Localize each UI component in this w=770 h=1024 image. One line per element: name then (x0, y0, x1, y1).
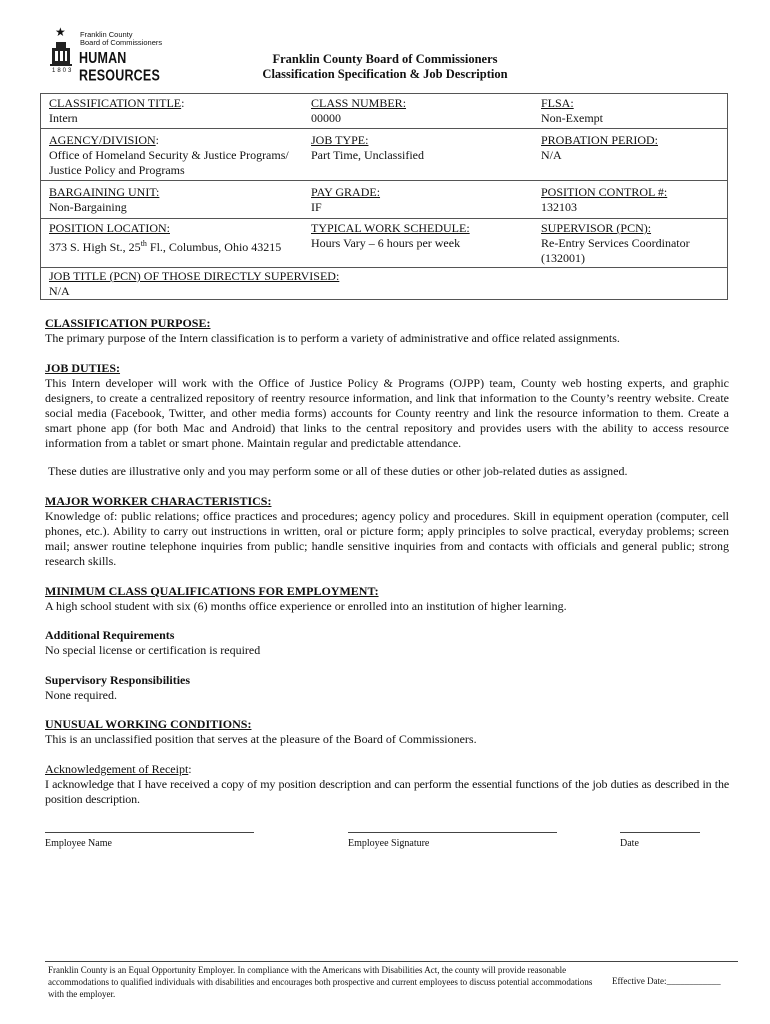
effective-date-label: Effective Date: (612, 976, 667, 986)
additional-requirements-text: No special license or certification is required (45, 643, 261, 657)
worker-characteristics-text: Knowledge of: public relations; office practices and procedures; agency policy and procedures. Skill in equipment operation (computer, cell phones, etc.). Ability to carry out instructions in written, oral or picture form; apply principles to solve practical, everyday problems; screen mail; answer routine telephone inquiries from public; handle sensitive inquiries from and contacts with officials and general public; strong research skills. (45, 509, 729, 568)
logo-line-1: Franklin County (80, 30, 133, 39)
pay-grade-cell (311, 185, 380, 215)
position-control-label: POSITION CONTROL #: (541, 185, 668, 199)
footer-divider (45, 961, 738, 962)
classification-info-grid (40, 93, 728, 300)
classification-title-cell (49, 96, 184, 126)
pay-grade-label: PAY GRADE: (311, 185, 381, 199)
schedule-value: Hours Vary – 6 hours per week (311, 236, 461, 250)
flsa-value: Non-Exempt (541, 111, 603, 125)
acknowledgement-section (45, 762, 729, 807)
bargaining-value: Non-Bargaining (49, 200, 127, 214)
supervisor-label: SUPERVISOR (PCN): (541, 221, 652, 235)
grid-divider (41, 180, 727, 181)
supervised-label: JOB TITLE (PCN) OF THOSE DIRECTLY SUPERVISED: (49, 269, 340, 283)
schedule-label: TYPICAL WORK SCHEDULE: (311, 221, 470, 235)
probation-label: PROBATION PERIOD: (541, 133, 659, 147)
employee-signature-line[interactable] (348, 832, 557, 833)
grid-divider (41, 128, 727, 129)
class-number-cell (311, 96, 406, 126)
logo-year: 1803 (52, 68, 74, 74)
location-sup: th (140, 239, 147, 248)
effective-date-blank[interactable]: ____________ (666, 976, 721, 986)
document-title: Franklin County Board of Commissioners (272, 52, 498, 66)
label-colon: : (188, 762, 192, 776)
location-cell (49, 221, 281, 255)
additional-requirements-section (45, 628, 729, 658)
location-value-a: 373 S. High St., 25 (49, 240, 141, 254)
supervisory-heading: Supervisory Responsibilities (45, 673, 191, 687)
class-number-label: CLASS NUMBER: (311, 96, 407, 110)
logo-human-resources: HUMAN RESOURCES (79, 49, 160, 84)
star-icon: ★ (55, 25, 66, 39)
agency-value-line-2: Justice Policy and Programs (49, 163, 185, 177)
employee-name-line[interactable] (45, 832, 254, 833)
date-line[interactable] (620, 832, 700, 833)
job-type-label: JOB TYPE: (311, 133, 369, 147)
job-duties-section (45, 361, 729, 451)
acknowledgement-heading: Acknowledgement of Receipt (45, 762, 189, 776)
grid-divider (41, 218, 727, 219)
location-label: POSITION LOCATION: (49, 221, 170, 235)
schedule-cell (311, 221, 470, 251)
classification-title-value: Intern (49, 111, 78, 125)
bargaining-label: BARGAINING UNIT: (49, 185, 160, 199)
unusual-conditions-text: This is an unclassified position that serves at the pleasure of the Board of Commissioners. (45, 732, 477, 746)
grid-divider (41, 267, 727, 268)
location-value-b: Fl., Columbus, Ohio 43215 (146, 240, 282, 254)
label-colon: : (181, 96, 185, 110)
job-duties-text: This Intern developer will work with the Office of Justice Policy & Programs (OJPP) team, County web hosting experts, and graphic designers, to create a centralized repository of reentry resource information, and link that information to the County’s reentry website. Create social media (Facebook, Twitter, and other media forms) accounts for County reentry and link the resource information to them. Create a smart phone app (for both Mac and Android) that links to the central repository and provides users with the ability to access resource information from a tablet or smart phone. Maintain regular and predictable attendance. (45, 376, 729, 450)
pay-grade-value: IF (311, 200, 322, 214)
classification-purpose-text: The primary purpose of the Intern classification is to perform a variety of administrative and office related assignments. (45, 331, 620, 345)
job-duties-heading: JOB DUTIES: (45, 361, 121, 375)
logo-line-2: Board of Commissioners (80, 38, 163, 47)
supervisory-section (45, 673, 729, 703)
supervised-value: N/A (49, 284, 70, 298)
supervisor-cell (541, 221, 690, 266)
qualifications-section (45, 584, 729, 614)
agency-value-line-1: Office of Homeland Security & Justice Programs/ (49, 148, 289, 162)
job-type-cell (311, 133, 424, 163)
position-control-cell (541, 185, 667, 215)
employee-signature-label: Employee Signature (348, 838, 430, 849)
flsa-cell (541, 96, 603, 126)
qualifications-text: A high school student with six (6) months office experience or enrolled into an institution of higher learning. (45, 599, 567, 613)
agency-cell (49, 133, 289, 178)
label-colon: : (155, 133, 160, 147)
probation-cell (541, 133, 658, 163)
qualifications-heading: MINIMUM CLASS QUALIFICATIONS FOR EMPLOYMENT: (45, 584, 379, 598)
classification-purpose-heading: CLASSIFICATION PURPOSE: (45, 316, 211, 330)
job-type-value: Part Time, Unclassified (311, 148, 424, 162)
date-label: Date (620, 838, 639, 849)
eeo-statement: Franklin County is an Equal Opportunity Employer. In compliance with the Americans with Disabilities Act, the county will provide reasonable accommodations to qualified individuals with disabilities and encourages both prospective and current employees to discuss potential accommodations with the employer. (48, 965, 593, 999)
employee-name-label: Employee Name (45, 838, 112, 849)
acknowledgement-text: I acknowledge that I have received a copy of my position description and can perform the essential functions of the job duties as described in the position description. (45, 777, 729, 806)
document-subtitle: Classification Specification & Job Description (262, 67, 508, 81)
effective-date (612, 976, 721, 986)
unusual-conditions-heading: UNUSUAL WORKING CONDITIONS: (45, 717, 252, 731)
worker-characteristics-section (45, 494, 729, 569)
bargaining-cell (49, 185, 159, 215)
supervisor-value-line-1: Re-Entry Services Coordinator (541, 236, 690, 250)
classification-purpose-section (45, 316, 729, 346)
additional-requirements-heading: Additional Requirements (45, 628, 175, 642)
unusual-conditions-section (45, 717, 729, 747)
class-number-value: 00000 (311, 111, 341, 125)
classification-title-label: CLASSIFICATION TITLE (49, 96, 182, 110)
position-control-value: 132103 (541, 200, 577, 214)
probation-value: N/A (541, 148, 562, 162)
worker-characteristics-heading: MAJOR WORKER CHARACTERISTICS: (45, 494, 272, 508)
duties-note: These duties are illustrative only and you may perform some or all of these duties or other job-related duties as assigned. (48, 464, 628, 478)
supervisor-value-line-2: (132001) (541, 251, 585, 265)
supervisory-text: None required. (45, 688, 117, 702)
supervised-cell (49, 269, 339, 299)
flsa-label: FLSA: (541, 96, 574, 110)
agency-label: AGENCY/DIVISION (49, 133, 156, 147)
